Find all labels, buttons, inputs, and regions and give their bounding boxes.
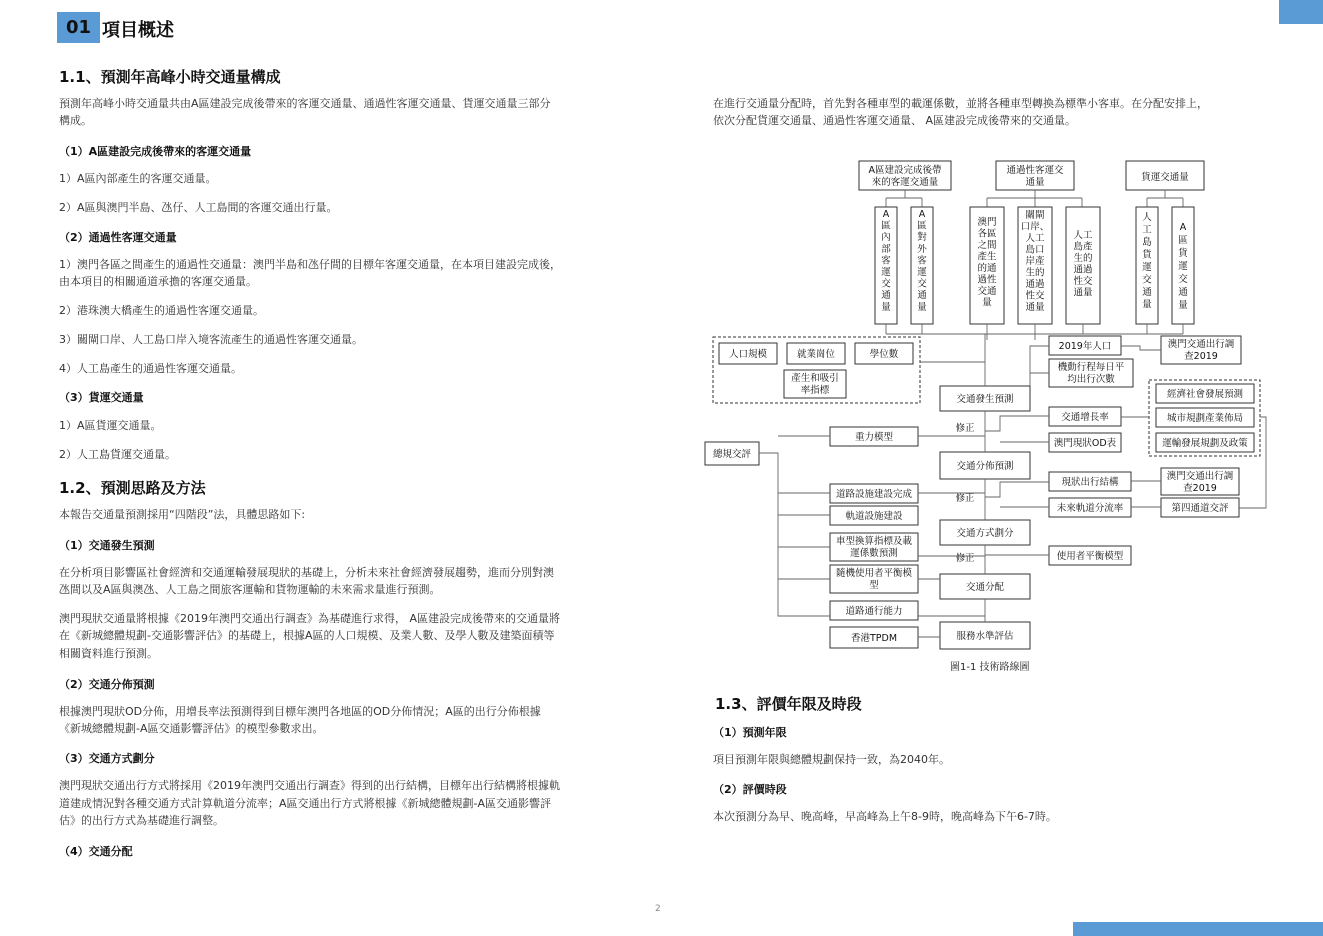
paragraph-line: 澳門現狀交通量將根據《2019年澳門交通出行調查》為基礎進行求得， A區建設完成後帶來的交通量將 xyxy=(59,612,561,625)
svg-text:查2019: 查2019 xyxy=(1183,483,1217,494)
svg-text:來的客運交通量: 來的客運交通量 xyxy=(871,177,939,188)
svg-text:現狀出行結構: 現狀出行結構 xyxy=(1061,477,1119,488)
section-1-1-title: 1.1、預測年高峰小時交通量構成 xyxy=(59,68,281,86)
svg-text:運係數預測: 運係數預測 xyxy=(850,548,898,559)
svg-text:使用者平衡模型: 使用者平衡模型 xyxy=(1056,551,1124,562)
svg-text:交通增長率: 交通增長率 xyxy=(1061,412,1109,423)
subheading-evaluation-period: （2）評價時段 xyxy=(713,783,787,796)
svg-text:人口規模: 人口規模 xyxy=(728,349,768,360)
svg-text:查2019: 查2019 xyxy=(1184,351,1218,362)
vbox-a-internal xyxy=(875,207,897,324)
svg-text:率指標: 率指標 xyxy=(800,385,830,396)
svg-text:交通發生預測: 交通發生預測 xyxy=(956,394,1014,405)
label-revise-3: 修正 xyxy=(955,553,975,564)
paragraph-line: 在分析項目影響區社會經濟和交通運輸發展現狀的基礎上，分析未來社會經濟發展趨勢，進而分別對澳 xyxy=(59,566,554,579)
box-school-seats xyxy=(855,343,913,364)
svg-text:貨運交通量: 貨運交通量 xyxy=(1141,172,1189,183)
list-item: 2）A區與澳門半島、氹仔、人工島間的客運交通出行量。 xyxy=(59,201,338,214)
svg-text:道路通行能力: 道路通行能力 xyxy=(845,606,903,617)
box-trip-distribution xyxy=(940,452,1030,479)
svg-text:軌道設施建設: 軌道設施建設 xyxy=(845,511,903,522)
box-current-travel-structure xyxy=(1049,472,1131,491)
svg-text:人工島貨運交通量: 人工島貨運交通量 xyxy=(1142,212,1152,311)
list-item: 1）A區內部產生的客運交通量。 xyxy=(59,172,217,185)
svg-text:城市規劃產業佈局: 城市規劃產業佈局 xyxy=(1166,413,1244,424)
list-item: 2）人工島貨運交通量。 xyxy=(59,448,176,461)
svg-text:澳門現狀OD表: 澳門現狀OD表 xyxy=(1053,438,1117,449)
box-vehicle-conversion xyxy=(830,533,918,561)
box-2019-population xyxy=(1049,336,1121,355)
svg-text:未來軌道分流率: 未來軌道分流率 xyxy=(1056,503,1124,514)
svg-text:機動行程每日平: 機動行程每日平 xyxy=(1057,362,1125,373)
svg-text:A區建設完成後帶: A區建設完成後帶 xyxy=(868,165,942,176)
box-survey-2019-top xyxy=(1161,336,1241,364)
svg-text:服務水準評估: 服務水準評估 xyxy=(956,631,1014,642)
vbox-island-freight xyxy=(1136,207,1158,324)
subheading-distribution: （2）交通分佈預測 xyxy=(59,678,155,691)
box-rail-facility xyxy=(830,506,918,525)
chapter-number: 01 xyxy=(57,12,100,43)
paragraph-line: 氹間以及A區與澳氹、人工島之間旅客運輸和貨物運輸的未來需求量進行預測。 xyxy=(59,583,441,596)
paragraph-line: 道建成情況對各種交通方式計算軌道分流率；A區交通出行方式將根據《新城總體規劃-A區交通影響評 xyxy=(59,797,552,810)
svg-text:型: 型 xyxy=(869,580,879,591)
svg-text:澳門交通出行調: 澳門交通出行調 xyxy=(1167,339,1235,350)
list-item: 3）關閘口岸、人工島口岸入境客流產生的通過性客運交通量。 xyxy=(59,333,363,346)
list-item: 4）人工島產生的通過性客運交通量。 xyxy=(59,362,242,375)
paragraph-line: 相關資料進行預測。 xyxy=(59,647,158,660)
svg-text:均出行次數: 均出行次數 xyxy=(1067,374,1115,385)
box-econ-forecast xyxy=(1156,384,1254,403)
subheading-passenger-a: （1）A區建設完成後帶來的客運交通量 xyxy=(59,145,252,158)
box-a-passenger xyxy=(859,161,951,190)
svg-text:經濟社會發展預測: 經濟社會發展預測 xyxy=(1166,389,1244,400)
box-generation-rate xyxy=(784,370,846,398)
svg-text:重力模型: 重力模型 xyxy=(854,432,894,443)
box-rail-split-rate xyxy=(1049,498,1131,517)
box-through-passenger xyxy=(996,161,1074,190)
box-od-current xyxy=(1049,433,1121,452)
svg-text:通量: 通量 xyxy=(1025,177,1045,188)
box-los-evaluation xyxy=(940,622,1030,649)
paragraph-line: 在《新城總體規劃-交通影響評估》的基礎上，根據A區的人口規模、及業人數、及學人數及建築面積等 xyxy=(59,629,555,642)
s11-intro-line2: 構成。 xyxy=(59,114,92,127)
subheading-through-traffic: （2）通過性客運交通量 xyxy=(59,231,177,244)
svg-text:2019年人口: 2019年人口 xyxy=(1058,341,1112,352)
svg-text:澳門交通出行調: 澳門交通出行調 xyxy=(1166,471,1234,482)
subheading-freight: （3）貨運交通量 xyxy=(59,391,144,404)
paragraph-forecast-year: 項目預測年限與總體規劃保持一致，為2040年。 xyxy=(713,753,950,766)
svg-text:通過性客運交: 通過性客運交 xyxy=(1006,165,1064,176)
top-right-accent-bar xyxy=(1279,0,1323,24)
svg-text:A區貨運交通量: A 區貨運交通量 xyxy=(1178,222,1188,311)
box-gravity-model xyxy=(830,427,918,446)
box-freight xyxy=(1126,161,1204,190)
paragraph-line: 估》的出行方式為基礎進行調整。 xyxy=(59,814,224,827)
box-growth-rate xyxy=(1049,407,1121,426)
subheading-forecast-year: （1）預測年限 xyxy=(713,726,787,739)
subheading-assignment: （4）交通分配 xyxy=(59,845,133,858)
chapter-title: 項目概述 xyxy=(102,20,174,41)
vbox-border-port xyxy=(1018,207,1052,324)
box-fourth-channel-tia xyxy=(1161,498,1239,517)
list-item: 1）A區貨運交通量。 xyxy=(59,419,162,432)
svg-text:交通分配: 交通分配 xyxy=(965,582,1005,593)
box-population xyxy=(719,343,777,364)
technical-roadmap-diagram xyxy=(700,150,1300,660)
box-transport-plan xyxy=(1156,433,1254,452)
svg-text:產生和吸引: 產生和吸引 xyxy=(791,373,839,384)
box-mode-split xyxy=(940,520,1030,545)
box-stochastic-ue xyxy=(830,565,918,593)
box-user-equilibrium xyxy=(1049,546,1131,565)
svg-text:人工島產生的通過性交通量: 人工島產生的通過性交通量 xyxy=(1073,230,1093,299)
svg-text:運輸發展規劃及政策: 運輸發展規劃及政策 xyxy=(1162,438,1248,449)
label-revise-2: 修正 xyxy=(955,493,975,504)
box-land-use xyxy=(1156,408,1254,427)
box-hk-tpdm xyxy=(830,627,918,648)
paragraph-line: 《新城總體規劃-A區交通影響評估》的模型參數求出。 xyxy=(59,722,324,735)
figure-caption: 圖1-1 技術路線圖 xyxy=(950,662,1030,673)
paragraph-evaluation-period: 本次預測分為早、晚高峰，早高峰為上午8-9時，晚高峰為下午6-7時。 xyxy=(713,810,1057,823)
vbox-a-freight xyxy=(1172,207,1194,324)
svg-text:關閘口岸、人工島口岸產生的通過性交通量: 關閘口岸、人工島口岸產生的通過性交通量 xyxy=(1020,210,1050,313)
box-traffic-assignment xyxy=(940,574,1030,599)
box-road-facility xyxy=(830,484,918,503)
svg-text:交通分佈預測: 交通分佈預測 xyxy=(956,461,1014,472)
section-1-3-title: 1.3、評價年限及時段 xyxy=(715,695,862,713)
box-trip-generation xyxy=(940,386,1030,411)
paragraph-line: 根據澳門現狀OD分佈，用增長率法預測得到目標年澳門各地區的OD分佈情況；A區的出行分佈根據 xyxy=(59,705,541,718)
list-item-cont: 由本項目的相關通道承擔的客運交通量。 xyxy=(59,275,257,288)
svg-text:香港TPDM: 香港TPDM xyxy=(850,633,898,644)
box-road-capacity xyxy=(830,601,918,620)
box-jobs xyxy=(787,343,845,364)
svg-text:A區內部客運交通量: A 區內部客運交通量 xyxy=(881,209,891,313)
box-master-plan-tia xyxy=(705,442,759,465)
svg-text:第四通道交評: 第四通道交評 xyxy=(1171,503,1229,514)
right-paragraph-line2: 依次分配貨運交通量、通過性客運交通量、 A區建設完成後帶來的交通量。 xyxy=(713,114,1077,127)
subheading-generation: （1）交通發生預測 xyxy=(59,539,155,552)
page-number: 2 xyxy=(655,904,661,914)
vbox-macau-inter-district xyxy=(970,207,1004,324)
s11-intro-line1: 預測年高峰小時交通量共由A區建設完成後帶來的客運交通量、通過性客運交通量、貨運交通量三部分 xyxy=(59,97,551,110)
section-1-2-title: 1.2、預測思路及方法 xyxy=(59,479,206,497)
svg-text:就業崗位: 就業崗位 xyxy=(796,349,836,360)
svg-text:A區對外客運交通量: A 區對外客運交通量 xyxy=(917,209,927,313)
list-item: 2）港珠澳大橋產生的通過性客運交通量。 xyxy=(59,304,264,317)
svg-text:學位數: 學位數 xyxy=(869,349,899,360)
subheading-mode-split: （3）交通方式劃分 xyxy=(59,752,155,765)
bottom-right-accent-bar xyxy=(1073,922,1323,936)
vbox-artificial-island xyxy=(1066,207,1100,324)
svg-text:道路設施建設完成: 道路設施建設完成 xyxy=(835,489,913,500)
svg-text:車型換算指標及載: 車型換算指標及載 xyxy=(835,536,913,547)
paragraph-line: 澳門現狀交通出行方式將採用《2019年澳門交通出行調查》得到的出行結構，目標年出行結構將根據軌 xyxy=(59,779,560,792)
box-daily-trips xyxy=(1049,359,1133,387)
list-item: 1）澳門各區之間產生的通過性交通量：澳門半島和氹仔間的目標年客運交通量，在本項目建設完成後， xyxy=(59,258,561,271)
vbox-a-external xyxy=(911,207,933,324)
box-survey-2019-bottom xyxy=(1161,468,1239,495)
svg-text:隨機使用者平衡模: 隨機使用者平衡模 xyxy=(835,568,913,579)
right-paragraph-line1: 在進行交通量分配時，首先對各種車型的載運係數，並將各種車型轉換為標準小客車。在分配安排上， xyxy=(713,97,1208,110)
svg-text:澳門各區之間產生的通過性交通量: 澳門各區之間產生的通過性交通量 xyxy=(977,217,997,309)
s12-intro: 本報告交通量預測採用“四階段”法，具體思路如下: xyxy=(59,508,306,521)
svg-text:總規交評: 總規交評 xyxy=(712,449,752,460)
svg-text:交通方式劃分: 交通方式劃分 xyxy=(956,528,1014,539)
label-revise-1: 修正 xyxy=(955,423,975,434)
